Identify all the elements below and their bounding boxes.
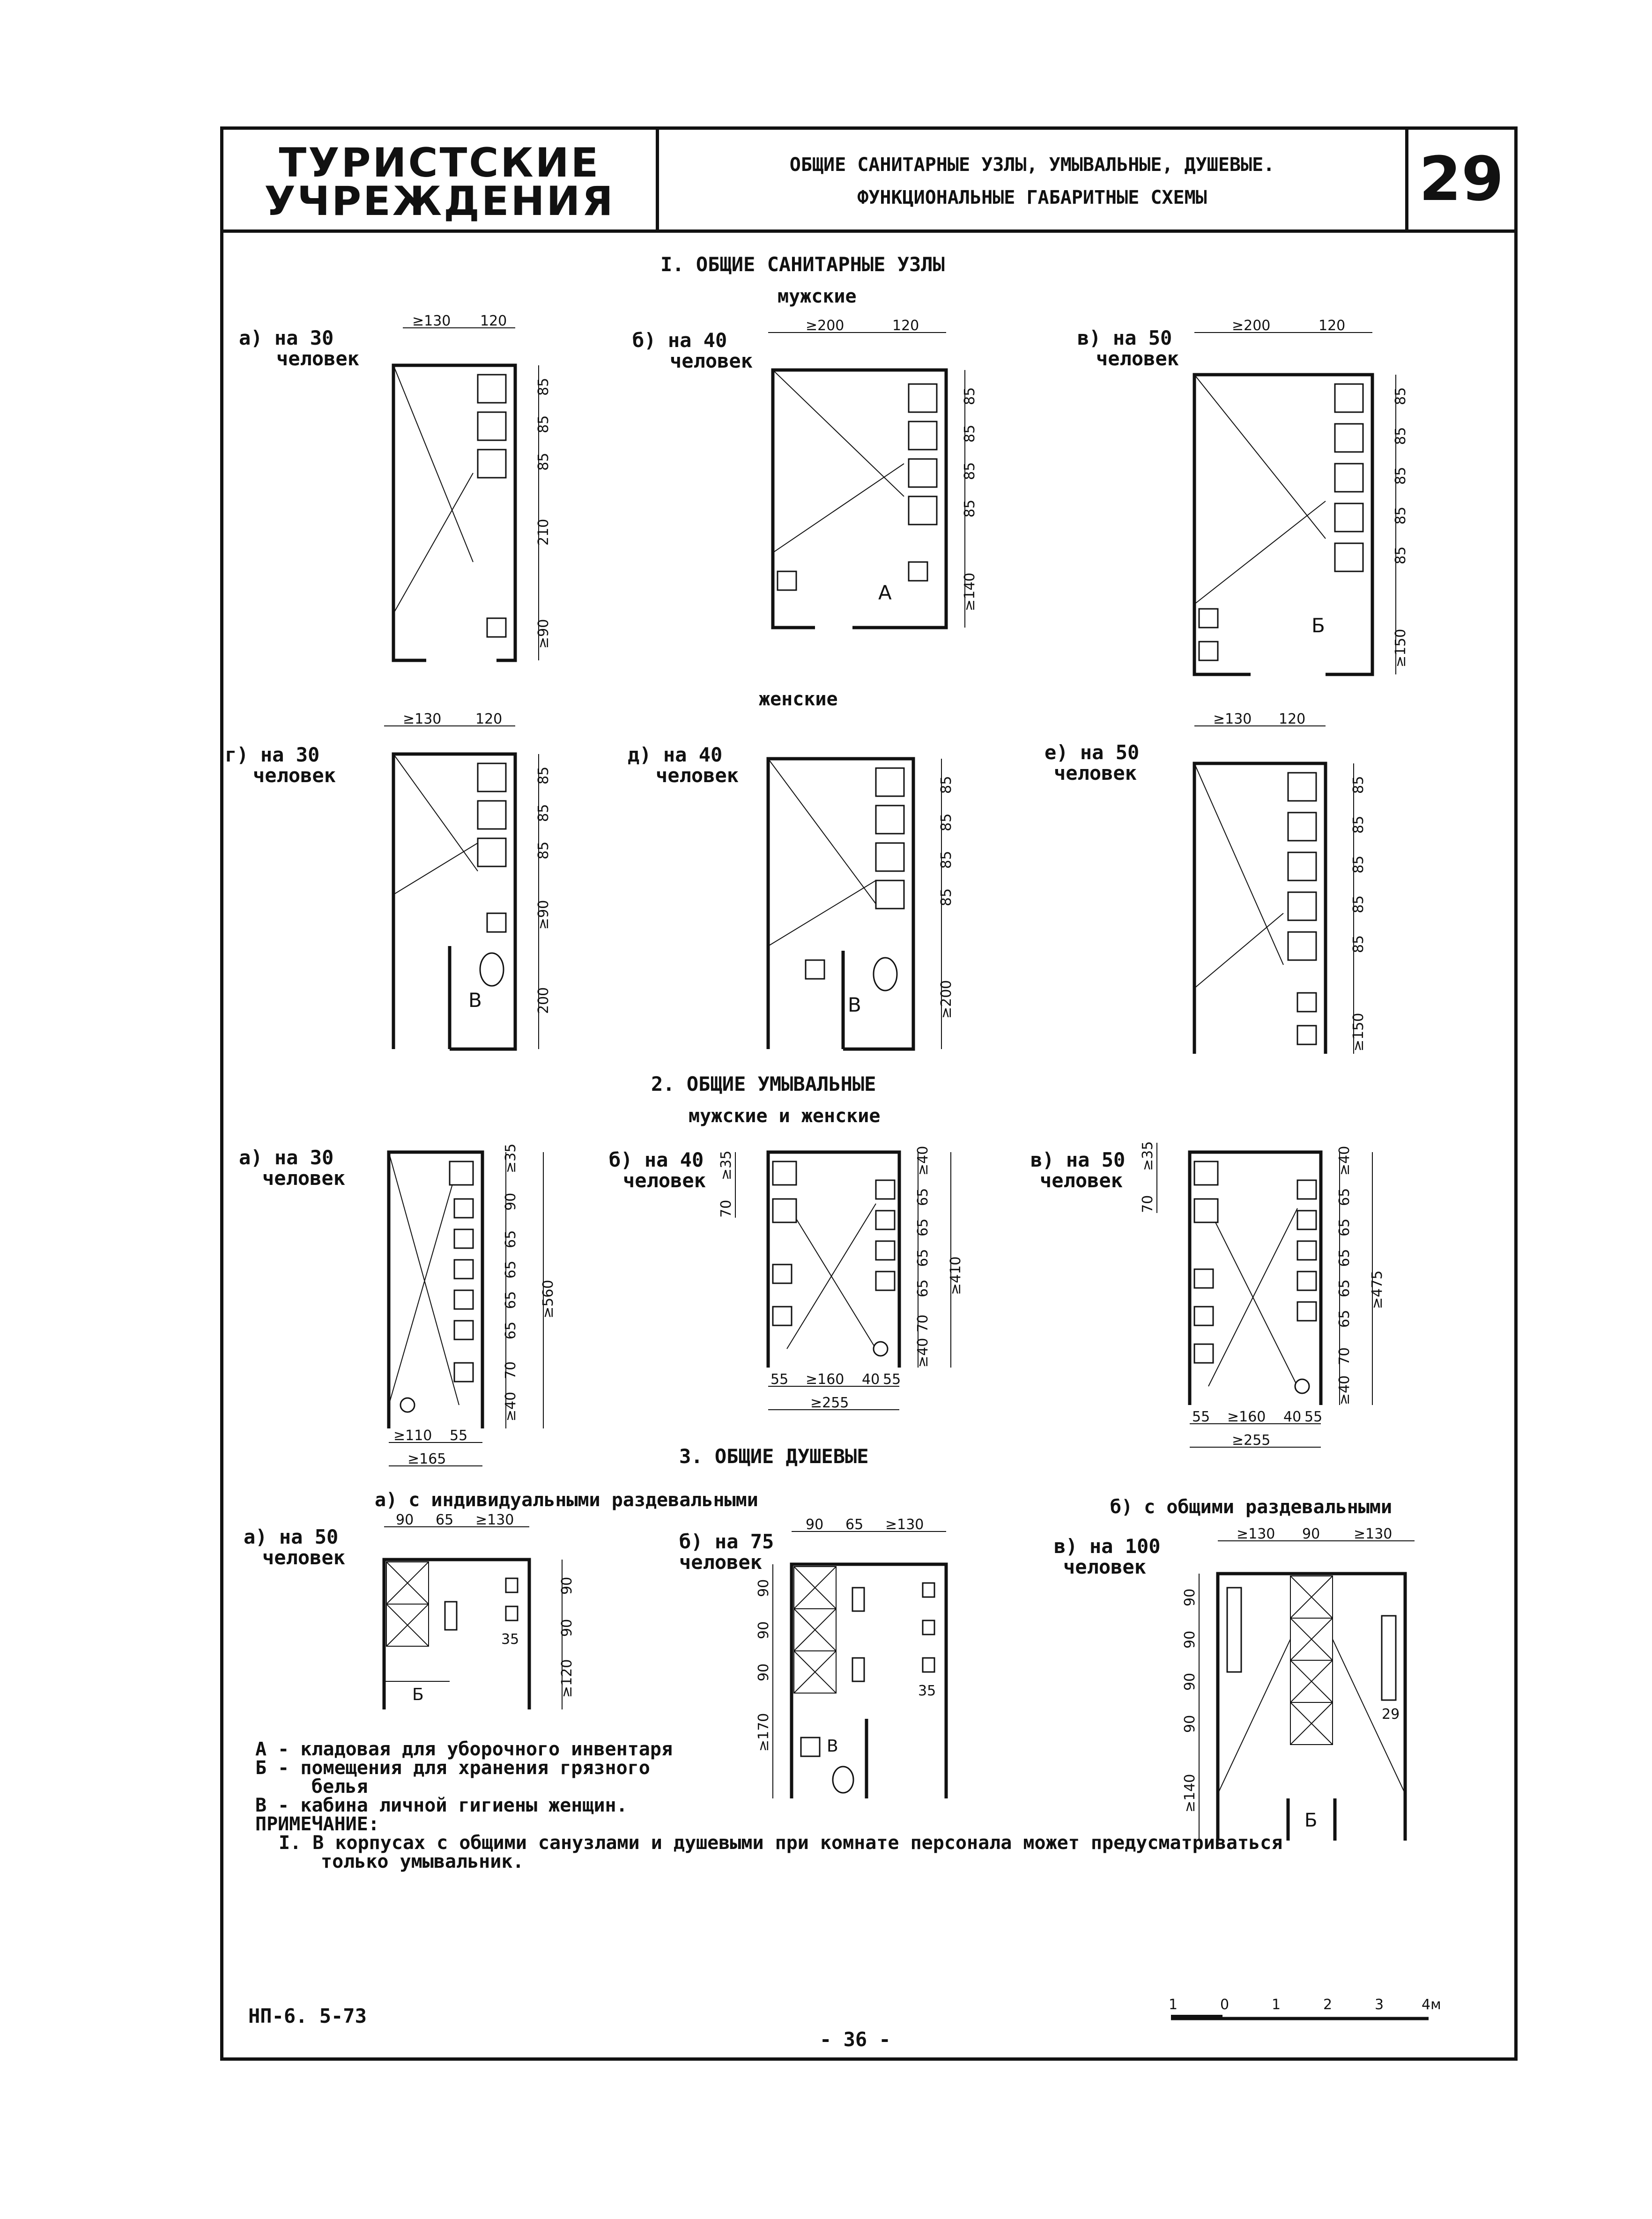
toilet-icon xyxy=(876,880,904,909)
washbasin-icon xyxy=(454,1321,473,1339)
clearance-line xyxy=(393,843,478,895)
plan-label-text: б) на 40 xyxy=(609,1148,704,1171)
plan-label-text: а) на 50 xyxy=(244,1525,339,1548)
dim-text: 85 xyxy=(938,851,955,869)
toilet-icon xyxy=(478,801,506,829)
dim-text: 120 xyxy=(1279,711,1306,727)
dim-text: 35 xyxy=(501,1631,519,1648)
plan-unit: человек xyxy=(276,347,360,370)
washbasin-icon xyxy=(1297,1211,1316,1229)
washbasin-icon xyxy=(773,1307,792,1325)
toilet-icon xyxy=(1335,503,1363,532)
dim-text: 85 xyxy=(962,462,978,480)
dim-text: 65 xyxy=(436,1512,454,1528)
plan-1d-female-30 xyxy=(375,711,585,1063)
dim-text: ≥40 xyxy=(915,1338,931,1368)
washbasin-icon xyxy=(1194,1199,1218,1222)
dim-text: ≥160 xyxy=(806,1371,845,1388)
washbasin-icon xyxy=(1297,993,1316,1012)
plan-unit: человек xyxy=(670,349,753,372)
washbasin-icon xyxy=(778,571,796,590)
dim-text: 90 xyxy=(503,1192,519,1211)
plan-label-text: б) на 75 xyxy=(679,1530,774,1553)
section1-title: I. ОБЩИЕ САНИТАРНЫЕ УЗЛЫ xyxy=(660,253,945,276)
dim-text: 55 xyxy=(450,1428,468,1444)
toilet-icon xyxy=(1335,543,1363,571)
dim-text: ≥130 xyxy=(412,313,451,329)
clearance-line xyxy=(1194,913,1283,988)
room-letter: Б xyxy=(1311,614,1325,637)
document-code: НП-6. 5-73 xyxy=(248,2004,367,2027)
washbasin-icon xyxy=(454,1290,473,1309)
dim-text: 90 xyxy=(806,1516,824,1533)
dim-text: 90 xyxy=(559,1576,575,1595)
washbasin-icon xyxy=(806,960,824,979)
washbasin-icon xyxy=(773,1161,796,1185)
toilet-icon xyxy=(876,806,904,834)
clearance-line xyxy=(773,464,904,553)
plan-unit: человек xyxy=(1063,1555,1147,1578)
clearance-line xyxy=(768,759,876,904)
section2-title: 2. ОБЩИЕ УМЫВАЛЬНЫЕ xyxy=(651,1073,876,1095)
dim-text: 55 xyxy=(883,1371,901,1388)
dim-text: ≥130 xyxy=(1237,1526,1275,1542)
dim-text: ≥35 xyxy=(1140,1141,1156,1171)
dim-text: 65 xyxy=(915,1249,931,1267)
dim-text: ≥255 xyxy=(810,1395,849,1411)
dim-text: ≥130 xyxy=(885,1516,924,1533)
dim-text: 85 xyxy=(535,452,552,471)
plan-2b-washroom-40 xyxy=(718,1143,984,1424)
sheet-number: 29 xyxy=(1419,143,1504,215)
dim-text: 90 xyxy=(1182,1672,1198,1691)
dim-text: 65 xyxy=(1336,1249,1353,1267)
washbasin-icon xyxy=(454,1199,473,1218)
bench-icon xyxy=(1227,1588,1241,1672)
dim-text: ≥150 xyxy=(1393,629,1409,667)
section2-subtitle: мужские и женские xyxy=(689,1105,881,1127)
dim-text: ≥140 xyxy=(1182,1774,1198,1812)
locker-icon xyxy=(923,1658,934,1672)
toilet-icon xyxy=(909,459,937,487)
washbasin-icon xyxy=(450,1161,473,1185)
plan-2c-washroom-50 xyxy=(1140,1133,1405,1461)
washbasin-icon xyxy=(1194,1344,1213,1363)
note-line1: I. В корпусах с общими санузлами и душевыми при комнате персонала может предусматриваться xyxy=(279,1832,1283,1854)
clearance-line xyxy=(393,473,473,614)
dim-text: ≥200 xyxy=(806,318,845,334)
dim-text: ≥130 xyxy=(403,711,442,727)
dim-text: 85 xyxy=(535,377,552,396)
dim-text: 85 xyxy=(1350,815,1367,834)
legend xyxy=(255,1740,1282,1871)
dim-text: 70 xyxy=(915,1314,931,1332)
dim-text: 90 xyxy=(1302,1526,1320,1542)
washbasin-icon xyxy=(454,1229,473,1248)
washbasin-icon xyxy=(876,1272,895,1290)
plan-label-text: а) на 30 xyxy=(239,1146,334,1169)
dim-text: 85 xyxy=(1393,546,1409,564)
clearance-line xyxy=(768,880,876,946)
toilet-icon xyxy=(478,838,506,866)
dim-text: ≥140 xyxy=(962,572,978,611)
legend-item-b: Б - помещения для хранения грязного xyxy=(255,1757,650,1779)
plan-unit: человек xyxy=(679,1551,763,1574)
toilet-icon xyxy=(909,496,937,525)
dim-text: ≥110 xyxy=(393,1428,432,1444)
dim-text: ≥40 xyxy=(1336,1146,1353,1176)
plan-unit: человек xyxy=(262,1167,346,1190)
toilet-icon xyxy=(1288,813,1316,841)
dim-text: 65 xyxy=(845,1516,864,1533)
plan-unit: человек xyxy=(1096,347,1179,370)
dim-text: 120 xyxy=(1319,318,1346,334)
locker-icon xyxy=(506,1606,518,1620)
dim-text: 70 xyxy=(503,1361,519,1379)
plan-label-text: г) на 30 xyxy=(225,743,320,766)
plan-label-text: в) на 50 xyxy=(1030,1148,1126,1171)
dim-text: 90 xyxy=(756,1579,772,1597)
section3-sub-b: б) с общими раздевальными xyxy=(1110,1496,1393,1518)
washbasin-icon xyxy=(1297,1241,1316,1260)
locker-icon xyxy=(506,1578,518,1592)
dim-text: 90 xyxy=(1182,1630,1198,1649)
dim-text: ≥130 xyxy=(1213,711,1252,727)
toilet-icon xyxy=(478,412,506,440)
toilet-icon xyxy=(1288,932,1316,960)
dim-text: 85 xyxy=(1350,855,1367,873)
dim-text: 85 xyxy=(938,813,955,831)
dim-text: 35 xyxy=(918,1683,936,1699)
washbasin-icon xyxy=(454,1363,473,1382)
plan-unit: человек xyxy=(1054,762,1137,784)
room-letter: Б xyxy=(1304,1810,1318,1831)
category-text: ТУРИСТСКИЕ УЧРЕЖДЕНИЯ xyxy=(264,140,615,225)
dim-text: 65 xyxy=(503,1321,519,1339)
clearance-line xyxy=(1194,763,1283,965)
plan-label xyxy=(632,330,753,371)
dim-text: ≥200 xyxy=(1232,318,1271,334)
dim-text: 55 xyxy=(770,1371,789,1388)
dim-text: 85 xyxy=(962,424,978,443)
dim-text: ≥35 xyxy=(503,1143,519,1173)
washbasin-icon xyxy=(487,913,506,932)
dim-text: 65 xyxy=(1336,1188,1353,1206)
sheet-title-line2: ФУНКЦИОНАЛЬНЫЕ ГАБАРИТНЫЕ СХЕМЫ xyxy=(857,187,1207,208)
dim-text: ≥120 xyxy=(559,1659,575,1698)
dim-text: 40 xyxy=(862,1371,880,1388)
toilet-icon xyxy=(1288,892,1316,920)
plan-label-text: е) на 50 xyxy=(1045,741,1140,764)
plan-1f-female-50 xyxy=(1185,711,1419,1073)
dim-text: ≥160 xyxy=(1227,1409,1266,1425)
dim-text: 85 xyxy=(1393,427,1409,445)
dim-text: ≥150 xyxy=(1350,1013,1367,1051)
dim-text: 120 xyxy=(892,318,919,334)
plan-1e-female-40 xyxy=(759,749,984,1068)
dim-text: 40 xyxy=(1283,1409,1302,1425)
dim-text: 85 xyxy=(535,415,552,433)
dim-text: 85 xyxy=(1393,387,1409,405)
washbasin-icon xyxy=(773,1199,796,1222)
scale-label: 4м xyxy=(1422,1997,1441,2013)
floor-drain-icon xyxy=(1295,1379,1309,1393)
dim-text: 65 xyxy=(1336,1218,1353,1236)
room-letter: А xyxy=(878,581,892,604)
washbasin-icon xyxy=(487,618,506,637)
dim-text: 85 xyxy=(1393,466,1409,485)
toilet-icon xyxy=(909,422,937,450)
dim-text: ≥165 xyxy=(407,1451,446,1467)
dim-text: 85 xyxy=(962,387,978,405)
dim-text: 65 xyxy=(915,1279,931,1297)
section1-male-heading: мужские xyxy=(778,286,857,307)
dim-text: 65 xyxy=(503,1291,519,1309)
toilet-icon xyxy=(478,375,506,403)
dim-text: ≥130 xyxy=(475,1512,514,1528)
toilet-icon xyxy=(1335,384,1363,412)
scale-label: 2 xyxy=(1323,1997,1333,2013)
dim-text: 85 xyxy=(1350,895,1367,913)
toilet-icon xyxy=(1288,773,1316,801)
dim-text: 90 xyxy=(396,1512,414,1528)
washbasin-icon xyxy=(876,1211,895,1229)
dim-text: 90 xyxy=(756,1663,772,1681)
plan-label xyxy=(239,1147,345,1189)
locker-icon xyxy=(923,1620,934,1635)
dim-text: 200 xyxy=(535,987,552,1014)
dim-text: 120 xyxy=(480,313,507,329)
plan-label-text: б) на 40 xyxy=(632,329,727,352)
washbasin-icon xyxy=(876,1180,895,1199)
plan-label xyxy=(628,745,739,786)
plan-1c-male-50 xyxy=(1185,318,1447,698)
dim-text: 85 xyxy=(962,499,978,518)
dim-text: 85 xyxy=(938,888,955,906)
section3-title: 3. ОБЩИЕ ДУШЕВЫЕ xyxy=(679,1445,869,1468)
toilet-icon xyxy=(1335,464,1363,492)
dim-text: 210 xyxy=(535,518,552,546)
plan-1a-male-30 xyxy=(375,313,585,674)
scale-label: 1 xyxy=(1169,1997,1178,2013)
plan-label xyxy=(1045,742,1139,784)
toilet-icon xyxy=(876,768,904,796)
dim-text: 70 xyxy=(718,1199,734,1218)
dim-text: 55 xyxy=(1192,1409,1210,1425)
plan-unit: человек xyxy=(1040,1169,1123,1192)
plan-label xyxy=(239,328,359,369)
plan-label xyxy=(1030,1150,1125,1191)
note-line2: только умывальник. xyxy=(321,1851,524,1872)
scale-bar xyxy=(1166,1990,1466,2028)
dim-text: ≥35 xyxy=(718,1150,734,1180)
washbasin-icon xyxy=(909,562,927,581)
plan-label xyxy=(609,1150,706,1191)
dim-text: 85 xyxy=(535,804,552,822)
dim-text: ≥255 xyxy=(1232,1432,1271,1449)
floor-drain-icon xyxy=(400,1398,415,1412)
dim-text: 70 xyxy=(1140,1195,1156,1213)
dim-text: ≥410 xyxy=(948,1256,964,1295)
dim-text: ≥90 xyxy=(535,900,552,930)
plan-unit: человек xyxy=(262,1546,346,1569)
room-letter: В xyxy=(848,993,861,1016)
dim-text: 120 xyxy=(475,711,503,727)
washbasin-icon xyxy=(876,1241,895,1260)
legend-item-c: В - кабина личной гигиены женщин. xyxy=(255,1795,628,1816)
toilet-icon xyxy=(909,384,937,412)
dim-text: 55 xyxy=(1304,1409,1323,1425)
room-letter: В xyxy=(468,989,482,1012)
toilet-icon xyxy=(478,763,506,791)
plan-1b-male-40 xyxy=(759,318,1021,660)
section1-female-heading: женские xyxy=(759,688,838,710)
dim-text: 29 xyxy=(1382,1706,1400,1723)
sheet-title-line1: ОБЩИЕ САНИТАРНЫЕ УЗЛЫ, УМЫВАЛЬНЫЕ, ДУШЕВЫЕ. xyxy=(789,154,1275,176)
note-title: ПРИМЕЧАНИЕ: xyxy=(255,1813,379,1835)
plan-3a-showers-50 xyxy=(375,1513,590,1728)
plan-label-text: в) на 100 xyxy=(1054,1535,1161,1558)
washbasin-icon xyxy=(1297,1180,1316,1199)
dim-text: 85 xyxy=(1350,935,1367,953)
plan-label xyxy=(244,1527,345,1568)
clearance-line xyxy=(393,365,473,562)
toilet-icon xyxy=(1335,424,1363,452)
dim-text: ≥40 xyxy=(915,1146,931,1176)
scale-label: 1 xyxy=(1272,1997,1281,2013)
washbasin-icon xyxy=(1297,1026,1316,1044)
dim-text: ≥170 xyxy=(756,1713,772,1752)
dim-text: ≥90 xyxy=(535,619,552,649)
plan-label xyxy=(1054,1536,1161,1577)
washbasin-icon xyxy=(1297,1272,1316,1290)
toilet-icon xyxy=(1288,852,1316,880)
dim-text: 90 xyxy=(1182,1715,1198,1733)
page-number: - 36 - xyxy=(820,2028,891,2051)
plan-unit: человек xyxy=(656,764,739,787)
category-title xyxy=(223,130,659,229)
bench-icon xyxy=(1382,1616,1396,1700)
dim-text: 65 xyxy=(503,1230,519,1248)
washbasin-icon xyxy=(1199,642,1218,660)
clearance-line xyxy=(1194,375,1326,539)
dim-text: 85 xyxy=(938,776,955,794)
toilet-icon xyxy=(876,843,904,871)
locker-icon xyxy=(923,1583,934,1597)
plan-label xyxy=(1077,328,1179,369)
plan-label xyxy=(225,745,336,786)
bench-icon xyxy=(445,1602,457,1630)
dim-text: 90 xyxy=(1182,1588,1198,1606)
section3-sub-a: а) с индивидуальными раздевальными xyxy=(375,1489,758,1511)
legend-item-a: А - кладовая для уборочного инвентаря xyxy=(255,1738,673,1760)
toilet-icon xyxy=(478,450,506,478)
bidet-icon xyxy=(874,958,897,991)
dim-text: 65 xyxy=(1336,1279,1353,1297)
scale-label: 3 xyxy=(1375,1997,1384,2013)
dim-text: ≥130 xyxy=(1354,1526,1393,1542)
plan-2a-washroom-30 xyxy=(379,1143,567,1471)
washbasin-icon xyxy=(1194,1269,1213,1288)
dim-text: 85 xyxy=(535,766,552,784)
dim-text: 65 xyxy=(915,1188,931,1206)
washbasin-icon xyxy=(773,1265,792,1283)
dim-text: ≥200 xyxy=(938,980,955,1019)
dim-text: 65 xyxy=(915,1218,931,1236)
washbasin-icon xyxy=(1199,609,1218,628)
plan-unit: человек xyxy=(253,764,336,787)
plan-label-text: в) на 50 xyxy=(1077,326,1172,349)
bidet-icon xyxy=(480,953,504,986)
dim-text: 85 xyxy=(1350,776,1367,794)
dim-text: ≥40 xyxy=(503,1391,519,1421)
legend-item-b-cont: белья xyxy=(311,1776,368,1797)
dim-text: ≥40 xyxy=(1336,1375,1353,1405)
bench-icon xyxy=(852,1658,864,1681)
dim-text: 65 xyxy=(503,1260,519,1279)
dim-text: 90 xyxy=(559,1619,575,1637)
plan-unit: человек xyxy=(623,1169,706,1192)
washbasin-icon xyxy=(1194,1161,1218,1185)
plan-label-text: д) на 40 xyxy=(628,743,723,766)
walls xyxy=(393,754,515,1049)
washbasin-icon xyxy=(1194,1307,1213,1325)
dim-text: 70 xyxy=(1336,1347,1353,1365)
clearance-line xyxy=(1194,501,1326,604)
clearance-line xyxy=(393,754,478,871)
scale-label: 0 xyxy=(1220,1997,1230,2013)
washbasin-icon xyxy=(454,1260,473,1279)
washbasin-icon xyxy=(1297,1302,1316,1321)
bench-icon xyxy=(852,1588,864,1611)
floor-drain-icon xyxy=(874,1342,888,1356)
plan-label-text: а) на 30 xyxy=(239,326,334,349)
dim-text: ≥560 xyxy=(540,1280,556,1318)
room-letter: В xyxy=(827,1737,838,1756)
room-letter: Б xyxy=(412,1685,424,1704)
dim-text: 90 xyxy=(756,1621,772,1639)
dim-text: 85 xyxy=(1393,506,1409,525)
dim-text: ≥475 xyxy=(1369,1270,1385,1309)
scale-bar-fill xyxy=(1171,2015,1222,2019)
dim-text: 65 xyxy=(1336,1309,1353,1328)
sheet-title xyxy=(659,130,1408,229)
title-block xyxy=(223,130,1514,233)
dim-text: 85 xyxy=(535,841,552,859)
